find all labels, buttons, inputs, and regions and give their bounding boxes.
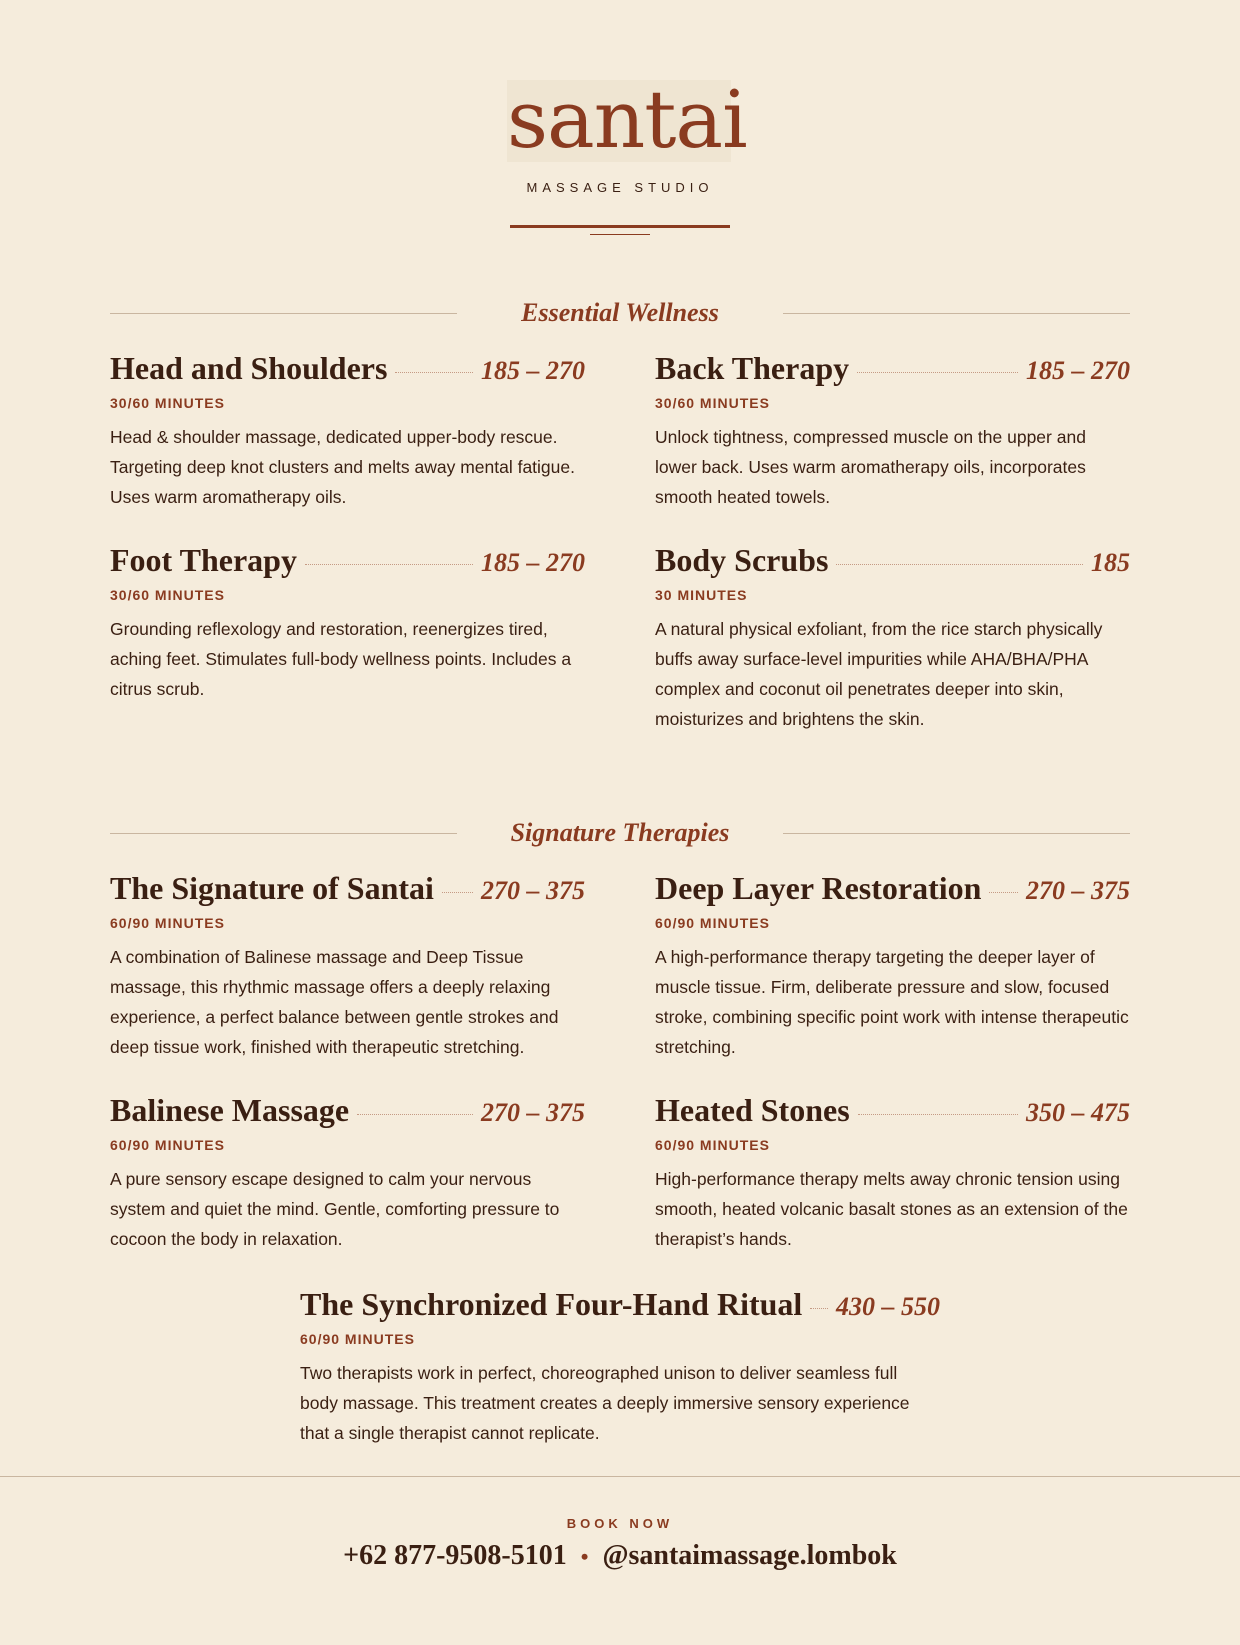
item-price: 270 – 375 [481,876,585,905]
item-duration: 60/90 MINUTES [110,915,225,931]
item-description: A high-performance therapy targeting the deeper layer of muscle tissue. Firm, deliberate pressure and slow, focused stroke, combining specific point work with intense therapeutic stretching. [655,947,1129,1057]
item-name: Back Therapy [655,350,850,386]
item-price: 185 [1091,548,1130,577]
item-duration: 30 MINUTES [655,587,748,603]
dot-leader [989,892,1018,893]
dot-leader [857,372,1018,373]
item-description: A natural physical exfoliant, from the rice starch physically buffs away surface-level impurities while AHA/BHA/PHA complex and coconut oil penetrates deeper into skin, moisturizes and brightens the skin. [655,619,1103,729]
item-name: Balinese Massage [110,1092,350,1128]
item-description: Unlock tightness, compressed muscle on the upper and lower back. Uses warm aromatherapy oils, incorporates smooth heated towels. [655,427,1086,507]
menu-item-balinese-massage [110,1092,585,1254]
item-price: 270 – 375 [481,1098,585,1127]
item-name: Foot Therapy [110,542,297,578]
menu-item-head-and-shoulders [110,350,585,512]
menu-item-body-scrubs [655,542,1130,734]
book-now-label: BOOK NOW [566,1516,674,1531]
brand-subtitle: MASSAGE STUDIO [526,180,714,195]
menu-item-deep-layer-restoration [655,870,1130,1062]
menu-item-four-hand-ritual [300,1286,940,1448]
menu-item-signature-of-santai [110,870,585,1062]
footer-divider [0,1476,1240,1477]
menu-item-heated-stones [655,1092,1130,1254]
phone-link[interactable]: +62 877-9508-5101 [343,1540,567,1571]
item-price: 430 – 550 [836,1292,940,1321]
item-description: High-performance therapy melts away chronic tension using smooth, heated volcanic basalt stones as an extension of the therapist’s hands. [655,1169,1128,1249]
item-description: Grounding reflexology and restoration, reenergizes tired, aching feet. Stimulates full-body wellness points. Includes a citrus scrub. [110,619,572,699]
item-description: Two therapists work in perfect, choreographed unison to deliver seamless full body massage. This treatment creates a deeply immersive sensory experience that a single therapist cannot replicate. [300,1363,910,1443]
separator-dot: • [580,1544,589,1569]
dot-leader [357,1114,473,1115]
item-duration: 30/60 MINUTES [655,395,770,411]
section-rule-right [783,833,1130,834]
item-name: Deep Layer Restoration [655,870,982,906]
item-price: 185 – 270 [481,548,585,577]
dot-leader [810,1308,828,1309]
contact-line [0,1540,1240,1572]
menu-item-foot-therapy [110,542,585,704]
dot-leader [442,892,473,893]
item-name: Head and Shoulders [110,350,388,386]
item-duration: 60/90 MINUTES [655,915,770,931]
dot-leader [836,564,1083,565]
instagram-link[interactable]: @santaimassage.lombok [602,1540,897,1571]
item-price: 350 – 475 [1026,1098,1130,1127]
dot-leader [858,1114,1018,1115]
menu-item-back-therapy [655,350,1130,512]
item-price: 185 – 270 [1026,356,1130,385]
section-heading-signature [110,818,1130,848]
item-description: A combination of Balinese massage and Deep Tissue massage, this rhythmic massage offers a deeply relaxing experience, a perfect balance between gentle strokes and deep tissue work, finished with therapeutic stretching. [110,947,559,1057]
item-description: Head & shoulder massage, dedicated upper-body rescue. Targeting deep knot clusters and melts away mental fatigue. Uses warm aromatherapy oils. [110,427,575,507]
section-title: Essential Wellness [521,298,719,327]
item-duration: 30/60 MINUTES [110,587,225,603]
item-name: The Signature of Santai [110,870,434,906]
item-duration: 60/90 MINUTES [110,1137,225,1153]
item-duration: 30/60 MINUTES [110,395,225,411]
item-price: 185 – 270 [481,356,585,385]
brand-logo: santai [507,73,747,166]
section-rule-right [783,313,1130,314]
section-title: Signature Therapies [510,818,730,847]
item-price: 270 – 375 [1026,876,1130,905]
item-description: A pure sensory escape designed to calm your nervous system and quiet the mind. Gentle, comforting pressure to cocoon the body in relaxation. [110,1169,560,1249]
item-duration: 60/90 MINUTES [300,1331,415,1347]
item-duration: 60/90 MINUTES [655,1137,770,1153]
dot-leader [305,564,473,565]
header-divider-small [590,234,650,235]
item-name: Heated Stones [655,1092,850,1128]
item-name: The Synchronized Four-Hand Ritual [300,1286,803,1322]
section-heading-essential [110,298,1130,328]
dot-leader [395,372,473,373]
item-name: Body Scrubs [655,542,829,578]
header-divider [510,225,730,228]
